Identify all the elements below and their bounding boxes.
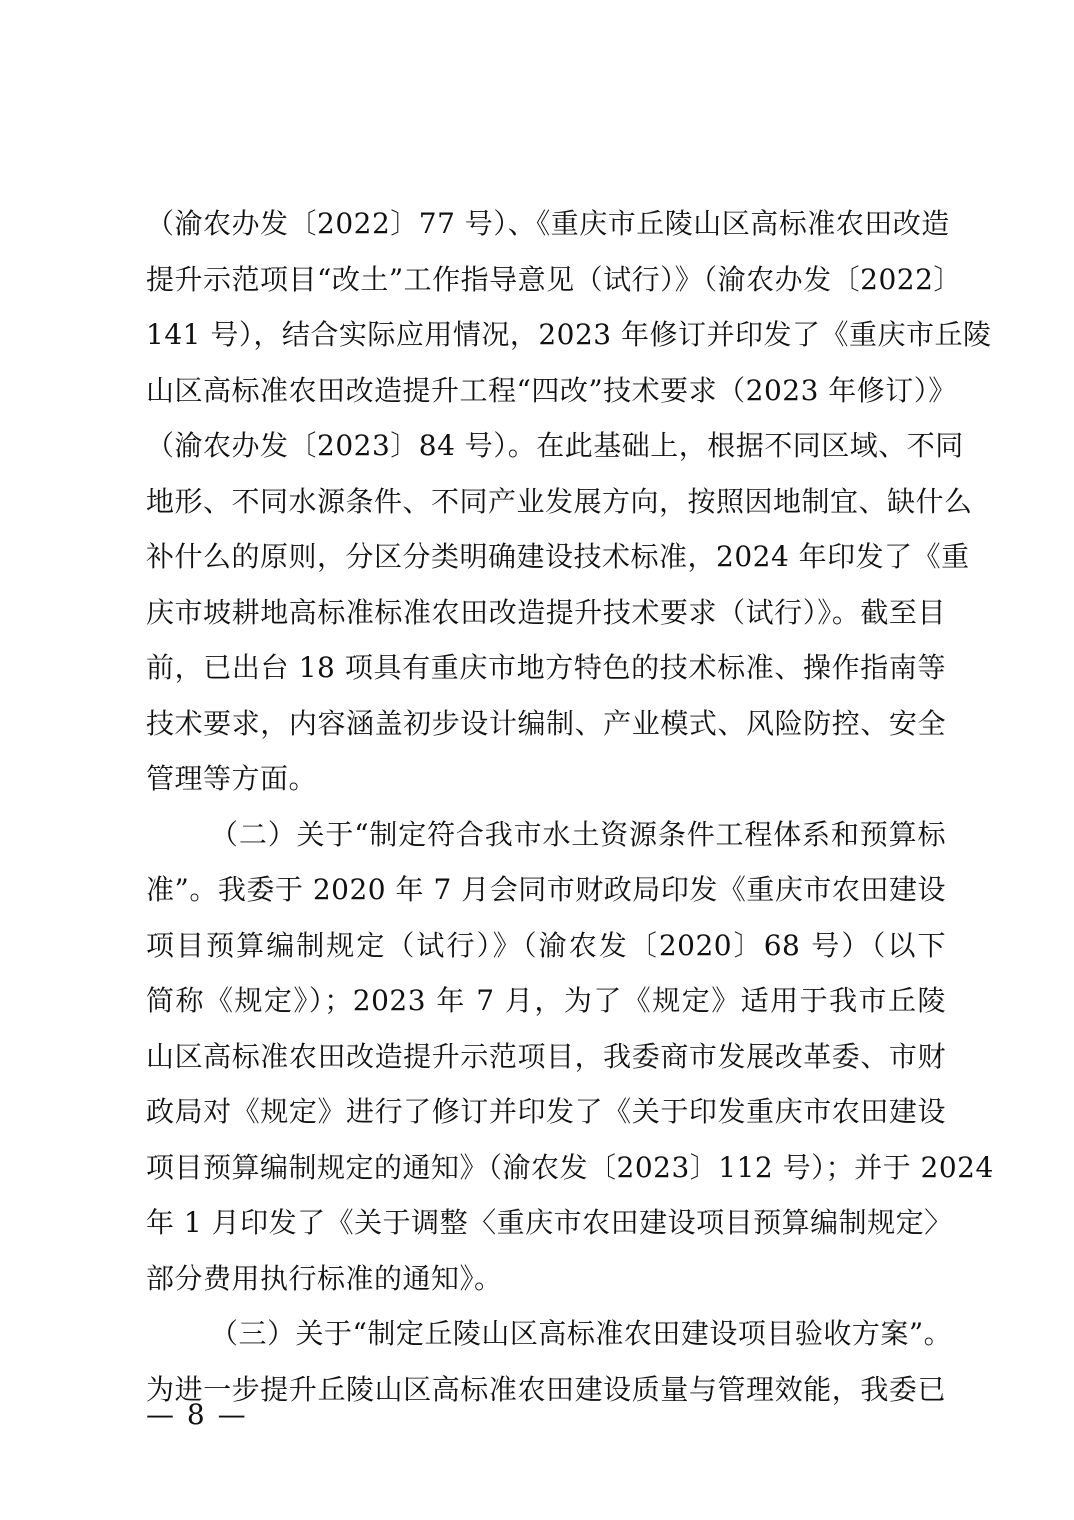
text-line: 地形、不同水源条件、不同产业发展方向，按照因地制宜、缺什么 [146, 484, 973, 518]
text-line: （渝农办发〔2023〕84 号）。在此基础上，根据不同区域、不同 [146, 429, 964, 462]
text-line: 前，已出台 18 项具有重庆市地方特色的技术标准、操作指南等 [146, 651, 946, 684]
text-line: 准”。我委于 2020 年 7 月会同市财政局印发《重庆市农田建设 [146, 873, 946, 906]
text-line: （渝农办发〔2022〕77 号）、《重庆市丘陵山区高标准农田改造 [146, 207, 950, 240]
text-line: 补什么的原则，分区分类明确建设技术标准，2024 年印发了《重 [146, 540, 970, 573]
text-line: 141 号），结合实际应用情况，2023 年修订并印发了《重庆市丘陵 [146, 318, 992, 351]
text-line: 项目预算编制规定（试行）》（渝农发〔2020〕68 号）（以下 [146, 928, 946, 962]
text-line: 项目预算编制规定的通知》（渝农发〔2023〕112 号）；并于 2024 [146, 1150, 994, 1184]
text-line: 部分费用执行标准的通知》。 [146, 1261, 503, 1295]
text-line: 庆市坡耕地高标准标准农田改造提升技术要求（试行）》。截至目 [146, 595, 946, 629]
text-line: 提升示范项目“改土”工作指导意见（试行）》（渝农办发〔2022〕 [146, 262, 962, 296]
text-line: 山区高标准农田改造提升示范项目，我委商市发展改革委、市财 [146, 1039, 946, 1073]
text-line: 年 1 月印发了《关于调整〈重庆市农田建设项目预算编制规定〉 [146, 1206, 953, 1239]
text-line: 为进一步提升丘陵山区高标准农田建设质量与管理效能，我委已 [146, 1372, 946, 1406]
section-heading-line: （二）关于“制定符合我市水土资源条件工程体系和预算标 [210, 817, 946, 851]
text-line: 政局对《规定》进行了修订并印发了《关于印发重庆市农田建设 [146, 1095, 946, 1128]
text-line: 山区高标准农田改造提升工程“四改”技术要求（2023 年修订）》 [146, 373, 957, 407]
text-line: 管理等方面。 [146, 762, 318, 795]
section-heading-line: （三）关于“制定丘陵山区高标准农田建设项目验收方案”。 [210, 1317, 953, 1350]
text-line: 简称《规定》）；2023 年 7 月，为了《规定》适用于我市丘陵 [146, 984, 946, 1017]
body-text [146, 196, 994, 1417]
text-line: 技术要求，内容涵盖初步设计编制、产业模式、风险防控、安全 [146, 706, 946, 740]
page-number: — 8 — [146, 1398, 248, 1431]
